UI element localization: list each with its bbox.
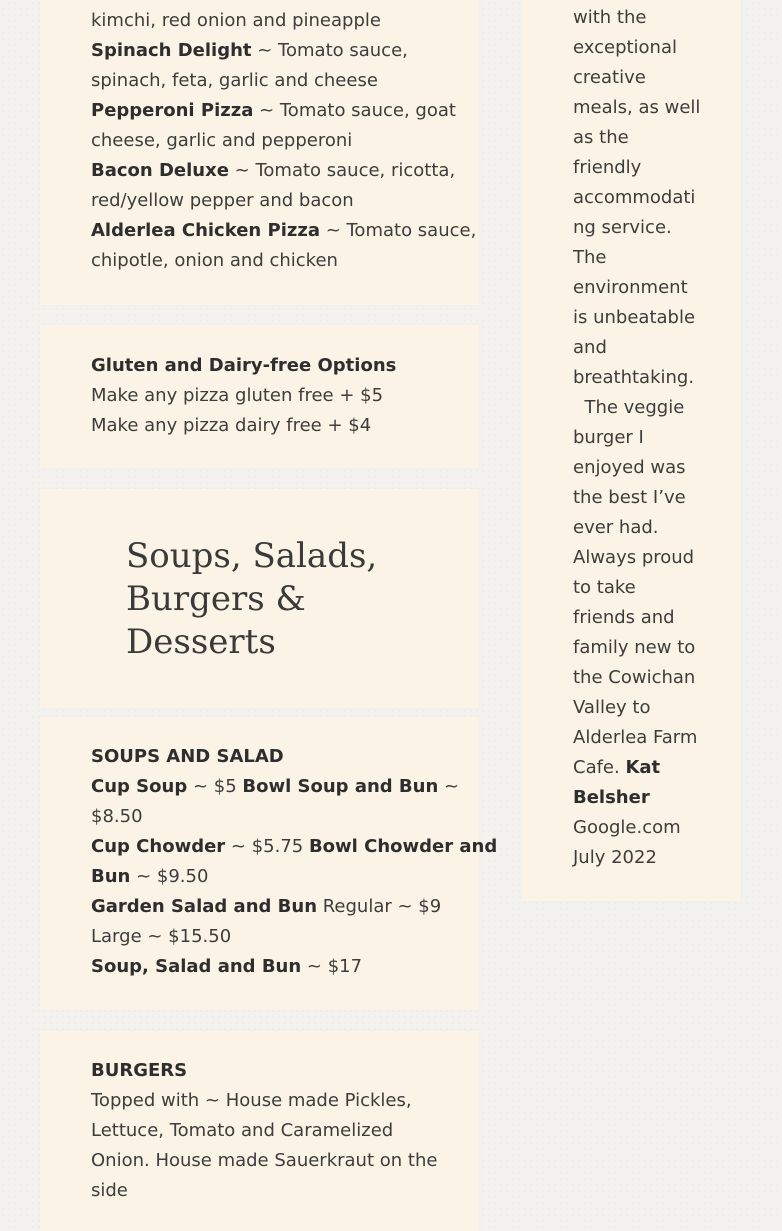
- item-price: Large ~ $15.50: [91, 926, 232, 947]
- pizza-list: [91, 6, 477, 276]
- review-line: The veggie: [573, 397, 685, 418]
- review-line: family new to: [573, 637, 696, 658]
- review-line: accommodati: [573, 187, 696, 208]
- review-line: ng service.: [573, 217, 672, 238]
- review-line: burger I: [573, 427, 644, 448]
- section-title: [126, 535, 377, 664]
- review-author: Belsher: [573, 787, 650, 808]
- review-line: the Cowichan: [573, 667, 696, 688]
- review-line: friendly: [573, 157, 642, 178]
- review-line: is unbeatable: [573, 307, 696, 328]
- soups-salad-heading: SOUPS AND SALAD: [91, 746, 284, 767]
- review-card: [522, 0, 741, 901]
- pizza-desc-cont: chipotle, onion and chicken: [91, 250, 338, 271]
- review-line: Always proud: [573, 547, 695, 568]
- soups-salad-card: [40, 717, 498, 1010]
- section-title-line: Desserts: [126, 622, 276, 662]
- pizza-name: Bacon Deluxe: [91, 160, 229, 181]
- item-name: Bun: [91, 866, 131, 887]
- gluten-dairy-heading: Gluten and Dairy-free Options: [91, 355, 397, 376]
- pizza-desc-cont: cheese, garlic and pepperoni: [91, 130, 353, 151]
- review-line: and: [573, 337, 607, 358]
- review-line: exceptional: [573, 37, 678, 58]
- item-price: ~ $17: [301, 956, 363, 977]
- combo-item: [91, 952, 497, 982]
- review-text: [573, 3, 733, 873]
- pizza-desc-cont: spinach, feta, garlic and cheese: [91, 70, 378, 91]
- review-line: [573, 783, 733, 813]
- review-text-end: Cafe.: [573, 757, 626, 778]
- item-price: ~ $5: [187, 776, 243, 797]
- burgers-desc: Onion. House made Sauerkraut on the: [91, 1150, 438, 1171]
- chowder-item: [91, 832, 497, 862]
- pizza-toppings-partial: kimchi, red onion and pineapple: [91, 10, 381, 31]
- review-line: [573, 753, 733, 783]
- pizza-name: Spinach Delight: [91, 40, 252, 61]
- review-line: friends and: [573, 607, 675, 628]
- pizza-desc: ~ Tomato sauce, goat: [253, 100, 456, 121]
- pizza-desc: ~ Tomato sauce,: [319, 220, 477, 241]
- pizza-desc: ~ Tomato sauce,: [251, 40, 408, 61]
- review-line: environment: [573, 277, 688, 298]
- burgers-desc: side: [91, 1180, 128, 1201]
- gluten-free-option: Make any pizza gluten free + $5: [91, 385, 384, 406]
- item-price: ~: [438, 776, 460, 797]
- review-line: creative: [573, 67, 646, 88]
- review-line: The: [573, 247, 607, 268]
- review-line: Alderlea Farm: [573, 727, 698, 748]
- burgers-desc: Topped with ~ House made Pickles,: [91, 1090, 412, 1111]
- review-line: with the: [573, 7, 647, 28]
- pizza-desc: ~ Tomato sauce, ricotta,: [228, 160, 456, 181]
- item-price: Regular ~ $9: [317, 896, 442, 917]
- section-title-line: Burgers &: [126, 579, 306, 619]
- review-line: meals, as well: [573, 97, 701, 118]
- item-name: Cup Soup: [91, 776, 188, 797]
- gluten-dairy-card: [40, 325, 479, 468]
- salad-item: [91, 892, 497, 922]
- review-line: enjoyed was: [573, 457, 686, 478]
- section-heading-card: [40, 489, 479, 708]
- review-line: breathtaking.: [573, 367, 695, 388]
- pizza-name: Pepperoni Pizza: [91, 100, 254, 121]
- pizza-item: [91, 156, 461, 186]
- review-author: Kat: [625, 757, 661, 778]
- burgers-desc: Lettuce, Tomato and Caramelized: [91, 1120, 394, 1141]
- item-name: Garden Salad and Bun: [91, 896, 318, 917]
- pizza-item: [91, 36, 461, 66]
- burgers-heading: BURGERS: [91, 1060, 188, 1081]
- item-name: Bowl Soup and Bun: [242, 776, 439, 797]
- soup-item: [91, 772, 497, 802]
- pizza-item: [91, 216, 477, 246]
- soups-salad-list: [91, 742, 497, 982]
- review-line: Valley to: [573, 697, 651, 718]
- pizza-desc-cont: red/yellow pepper and bacon: [91, 190, 354, 211]
- burgers-content: [91, 1056, 437, 1206]
- review-line: to take: [573, 577, 636, 598]
- review-line: ever had.: [573, 517, 659, 538]
- pizza-item: [91, 96, 461, 126]
- review-line: as the: [573, 127, 629, 148]
- chowder-item-cont: [91, 862, 497, 892]
- pizza-menu-card: [40, 0, 479, 305]
- dairy-free-option: Make any pizza dairy free + $4: [91, 415, 372, 436]
- burgers-card: [40, 1031, 479, 1231]
- item-name: Soup, Salad and Bun: [91, 956, 302, 977]
- section-title-line: Soups, Salads,: [126, 536, 378, 576]
- item-name: Bowl Chowder and: [308, 836, 498, 857]
- item-price: ~ $5.75: [225, 836, 309, 857]
- item-price: ~ $9.50: [130, 866, 209, 887]
- review-source: Google.com: [573, 817, 681, 838]
- review-line: the best I’ve: [573, 487, 686, 508]
- item-name: Cup Chowder: [91, 836, 226, 857]
- item-price: $8.50: [91, 806, 143, 827]
- pizza-name: Alderlea Chicken Pizza: [91, 220, 320, 241]
- review-date: July 2022: [573, 847, 657, 868]
- gluten-dairy-content: [91, 351, 396, 441]
